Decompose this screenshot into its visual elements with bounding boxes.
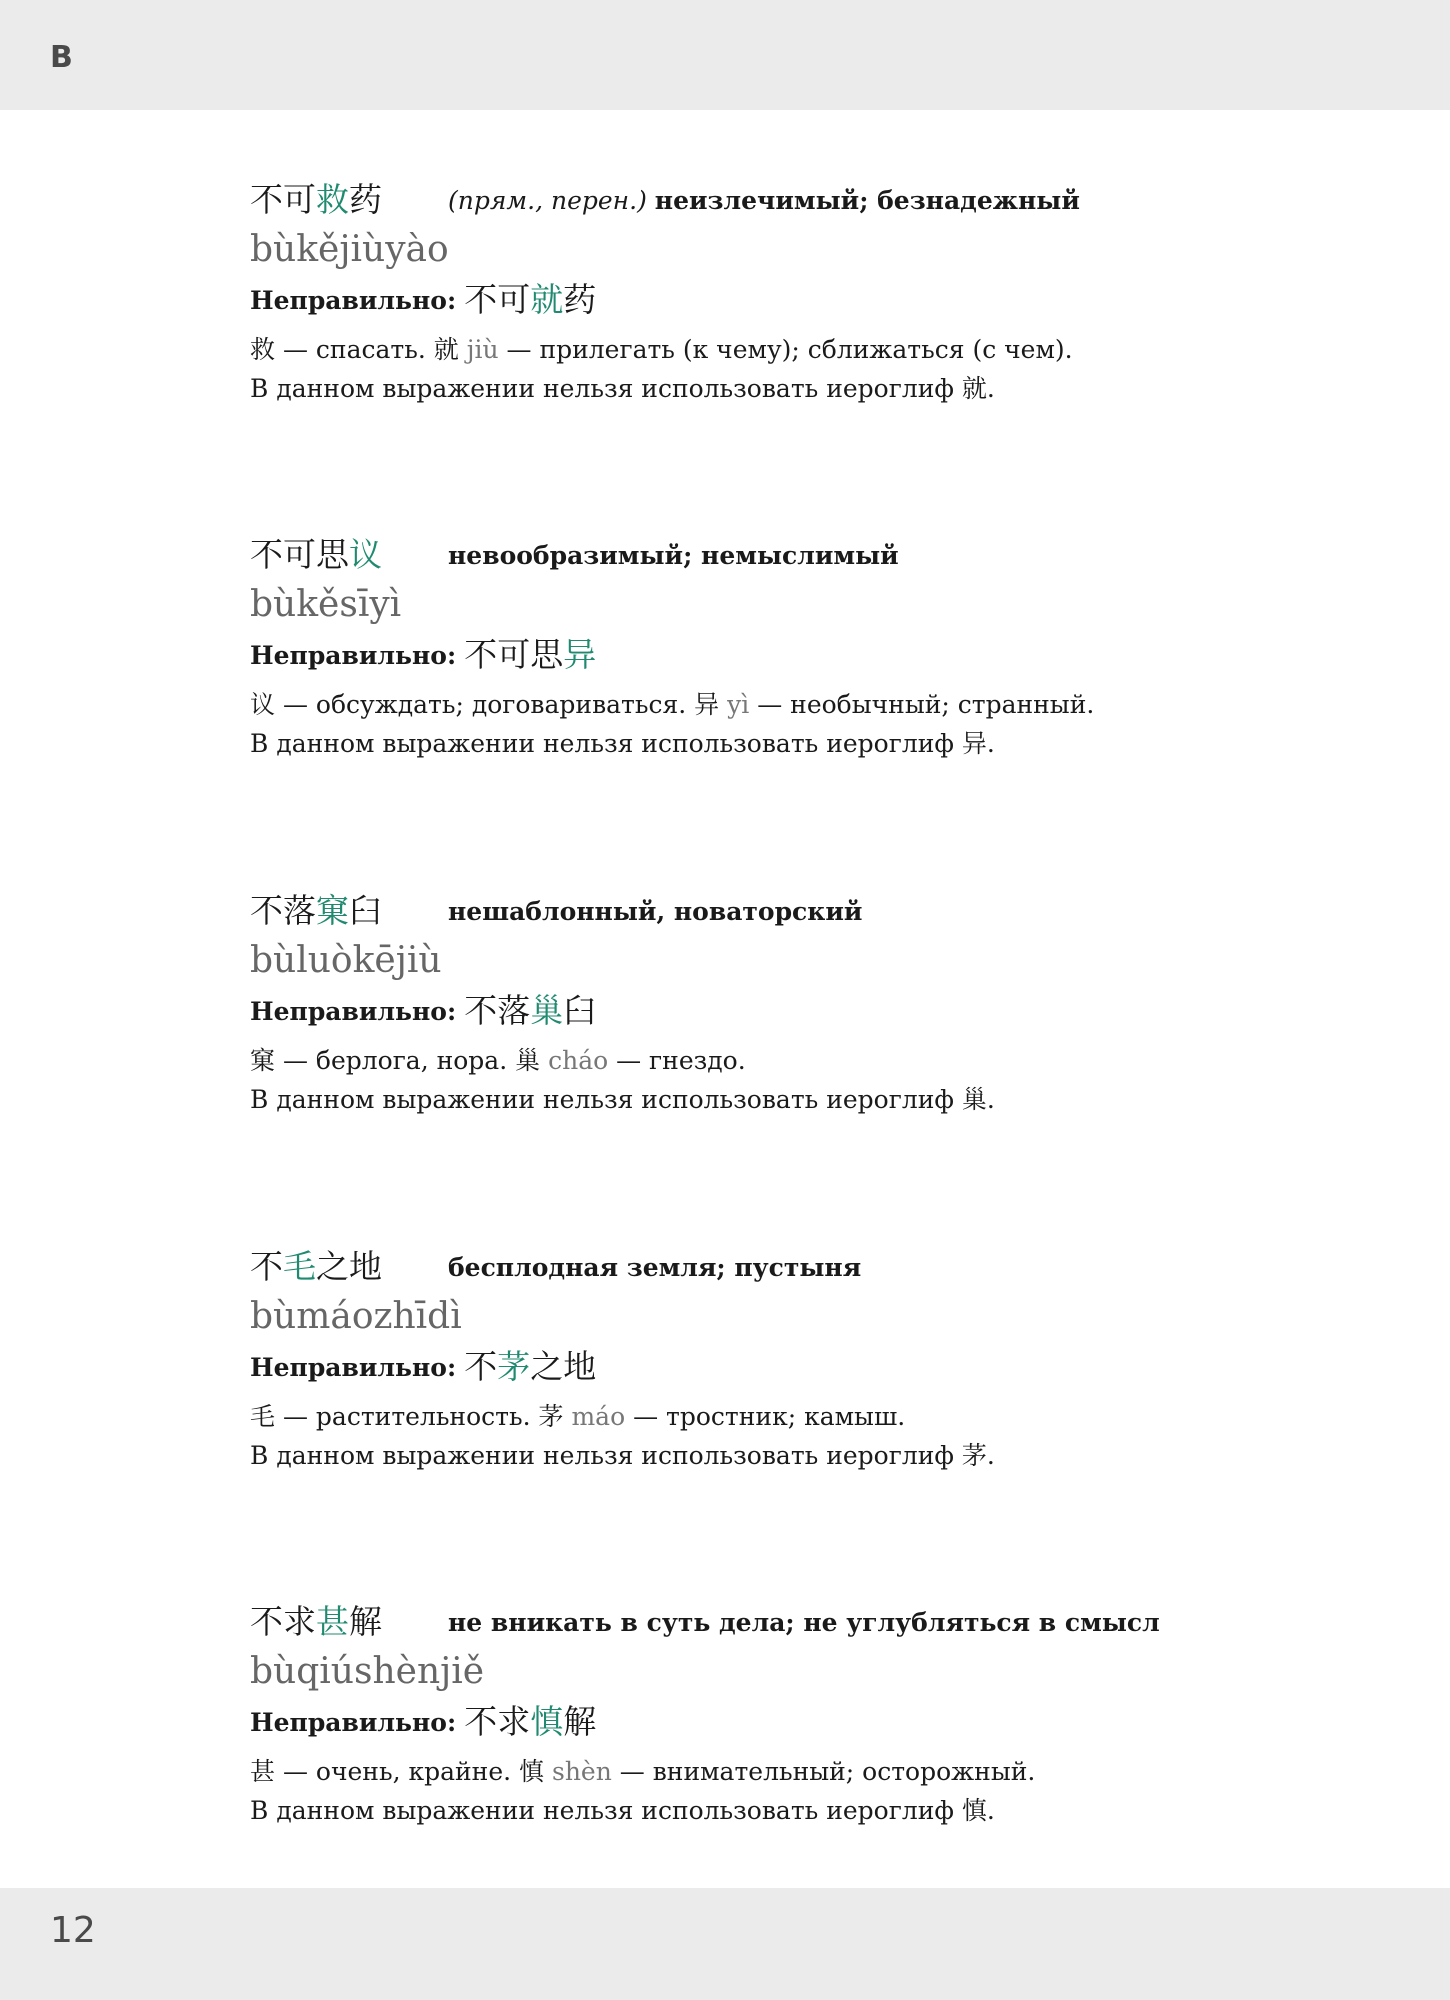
headword-part: 解 xyxy=(349,1602,382,1641)
incorrect-part: 不可 xyxy=(464,280,531,319)
rule-char: 就 xyxy=(961,374,987,403)
wrong-char-pinyin: yì xyxy=(727,690,750,719)
dictionary-entry xyxy=(250,527,1250,763)
header-band xyxy=(0,0,1450,110)
wrong-def: — гнездо. xyxy=(616,1046,746,1075)
correct-char: 窠 xyxy=(250,1046,276,1075)
wrong-char-pinyin: máo xyxy=(571,1402,626,1431)
entry-pinyin: bùmáozhīdì xyxy=(250,1296,462,1337)
explanation-line xyxy=(250,685,1250,724)
headword-highlight: 议 xyxy=(349,535,382,574)
headword-highlight: 毛 xyxy=(283,1247,316,1286)
wrong-def: — необычный; странный. xyxy=(757,690,1095,719)
entry-head xyxy=(250,883,1250,935)
meaning-note: (прям., перен.) xyxy=(448,186,647,215)
headword-part: 不可 xyxy=(250,180,316,219)
incorrect-part: 药 xyxy=(563,280,597,319)
meaning-text: неизлечимый; безнадежный xyxy=(654,186,1080,215)
incorrect-label: Неправильно: xyxy=(250,997,457,1026)
explanation xyxy=(250,685,1250,763)
entry-meaning xyxy=(448,186,1080,215)
rule-text: В данном выражении нельзя использовать иероглиф xyxy=(250,374,954,403)
incorrect-highlight: 茅 xyxy=(497,1347,531,1386)
wrong-char-pinyin: cháo xyxy=(548,1046,609,1075)
rule-end: . xyxy=(986,374,995,403)
headword-part: 之地 xyxy=(316,1247,382,1286)
explanation xyxy=(250,1041,1250,1119)
entry-pinyin: bùqiúshènjiě xyxy=(250,1651,485,1692)
dictionary-entry xyxy=(250,1594,1250,1830)
wrong-def: — тростник; камыш. xyxy=(633,1402,906,1431)
wrong-char: 慎 xyxy=(519,1757,545,1786)
entry-head xyxy=(250,1239,1250,1291)
rule-line xyxy=(250,724,1250,763)
entry-head xyxy=(250,1594,1250,1646)
headword-highlight: 甚 xyxy=(316,1602,349,1641)
section-letter: B xyxy=(50,40,73,75)
incorrect-hanzi xyxy=(464,1347,596,1386)
meaning-text: невообразимый; немыслимый xyxy=(448,541,899,570)
headword-part: 不求 xyxy=(250,1602,316,1641)
incorrect-part: 不可思 xyxy=(464,635,564,674)
headword-part: 不落 xyxy=(250,891,316,930)
explanation-line xyxy=(250,1041,1250,1080)
headword-part: 不 xyxy=(250,1247,283,1286)
wrong-char: 异 xyxy=(694,690,720,719)
incorrect-label: Неправильно: xyxy=(250,286,457,315)
headword-part: 药 xyxy=(349,180,382,219)
explanation-line xyxy=(250,1397,1250,1436)
entry-head xyxy=(250,172,1250,224)
explanation-line xyxy=(250,1752,1250,1791)
headword-highlight: 窠 xyxy=(316,891,349,930)
meaning-text: не вникать в суть дела; не углубляться в смысл xyxy=(448,1608,1160,1637)
entry-pinyin: bùkěsīyì xyxy=(250,584,402,625)
explanation xyxy=(250,1752,1250,1830)
incorrect-hanzi xyxy=(464,635,596,674)
wrong-char-pinyin: shèn xyxy=(551,1757,612,1786)
correct-char: 议 xyxy=(250,690,276,719)
rule-text: В данном выражении нельзя использовать иероглиф xyxy=(250,729,954,758)
rule-end: . xyxy=(986,1085,995,1114)
headword-hanzi xyxy=(250,174,382,221)
headword-part: 不可思 xyxy=(250,535,349,574)
incorrect-line xyxy=(250,1343,1250,1391)
incorrect-line xyxy=(250,987,1250,1035)
rule-end: . xyxy=(986,729,995,758)
correct-def: — спасать. xyxy=(282,335,426,364)
footer-band xyxy=(0,1888,1450,2000)
correct-def: — берлога, нора. xyxy=(282,1046,508,1075)
rule-char: 巢 xyxy=(961,1085,987,1114)
incorrect-hanzi xyxy=(464,1702,596,1741)
wrong-char: 就 xyxy=(433,335,459,364)
correct-char: 救 xyxy=(250,335,276,364)
incorrect-part: 不 xyxy=(464,1347,498,1386)
incorrect-highlight: 慎 xyxy=(530,1702,564,1741)
incorrect-line xyxy=(250,276,1250,324)
headword-hanzi xyxy=(250,885,382,932)
incorrect-line xyxy=(250,631,1250,679)
explanation xyxy=(250,330,1250,408)
meaning-text: бесплодная земля; пустыня xyxy=(448,1253,862,1282)
correct-char: 毛 xyxy=(250,1402,276,1431)
correct-def: — растительность. xyxy=(282,1402,531,1431)
dictionary-entry xyxy=(250,1239,1250,1475)
rule-char: 慎 xyxy=(961,1796,987,1825)
rule-line xyxy=(250,1791,1250,1830)
dictionary-entry xyxy=(250,172,1250,408)
wrong-char-pinyin: jiù xyxy=(466,335,499,364)
correct-def: — обсуждать; договариваться. xyxy=(282,690,687,719)
correct-char: 甚 xyxy=(250,1757,276,1786)
rule-char: 异 xyxy=(961,729,987,758)
incorrect-line xyxy=(250,1698,1250,1746)
wrong-def: — внимательный; осторожный. xyxy=(619,1757,1036,1786)
entry-meaning xyxy=(448,1253,861,1282)
wrong-char: 巢 xyxy=(515,1046,541,1075)
headword-highlight: 救 xyxy=(316,180,349,219)
incorrect-part: 臼 xyxy=(563,991,597,1030)
entry-pinyin: bùluòkējiù xyxy=(250,940,442,981)
incorrect-label: Неправильно: xyxy=(250,641,457,670)
rule-char: 茅 xyxy=(961,1441,987,1470)
entry-pinyin: bùkějiùyào xyxy=(250,229,449,270)
rule-end: . xyxy=(986,1441,995,1470)
rule-end: . xyxy=(986,1796,995,1825)
incorrect-hanzi xyxy=(464,991,596,1030)
headword-hanzi xyxy=(250,529,382,576)
entry-meaning xyxy=(448,541,899,570)
entry-head xyxy=(250,527,1250,579)
incorrect-part: 之地 xyxy=(530,1347,597,1386)
rule-text: В данном выражении нельзя использовать иероглиф xyxy=(250,1085,954,1114)
headword-hanzi xyxy=(250,1596,382,1643)
wrong-char: 茅 xyxy=(538,1402,564,1431)
entry-meaning xyxy=(448,897,862,926)
rule-line xyxy=(250,1436,1250,1475)
meaning-text: нешаблонный, новаторский xyxy=(448,897,863,926)
incorrect-part: 不落 xyxy=(464,991,531,1030)
incorrect-highlight: 就 xyxy=(530,280,564,319)
incorrect-label: Неправильно: xyxy=(250,1708,457,1737)
explanation xyxy=(250,1397,1250,1475)
incorrect-part: 解 xyxy=(563,1702,597,1741)
wrong-def: — прилегать (к чему); сближаться (с чем). xyxy=(506,335,1073,364)
entry-meaning xyxy=(448,1608,1160,1637)
incorrect-highlight: 巢 xyxy=(530,991,564,1030)
rule-line xyxy=(250,369,1250,408)
incorrect-label: Неправильно: xyxy=(250,1353,457,1382)
headword-part: 臼 xyxy=(349,891,382,930)
page-number: 12 xyxy=(50,1910,96,1951)
correct-def: — очень, крайне. xyxy=(282,1757,512,1786)
incorrect-highlight: 异 xyxy=(563,635,597,674)
rule-text: В данном выражении нельзя использовать иероглиф xyxy=(250,1796,954,1825)
rule-line xyxy=(250,1080,1250,1119)
incorrect-hanzi xyxy=(464,280,596,319)
rule-text: В данном выражении нельзя использовать иероглиф xyxy=(250,1441,954,1470)
incorrect-part: 不求 xyxy=(464,1702,531,1741)
headword-hanzi xyxy=(250,1241,382,1288)
dictionary-entry xyxy=(250,883,1250,1119)
explanation-line xyxy=(250,330,1250,369)
